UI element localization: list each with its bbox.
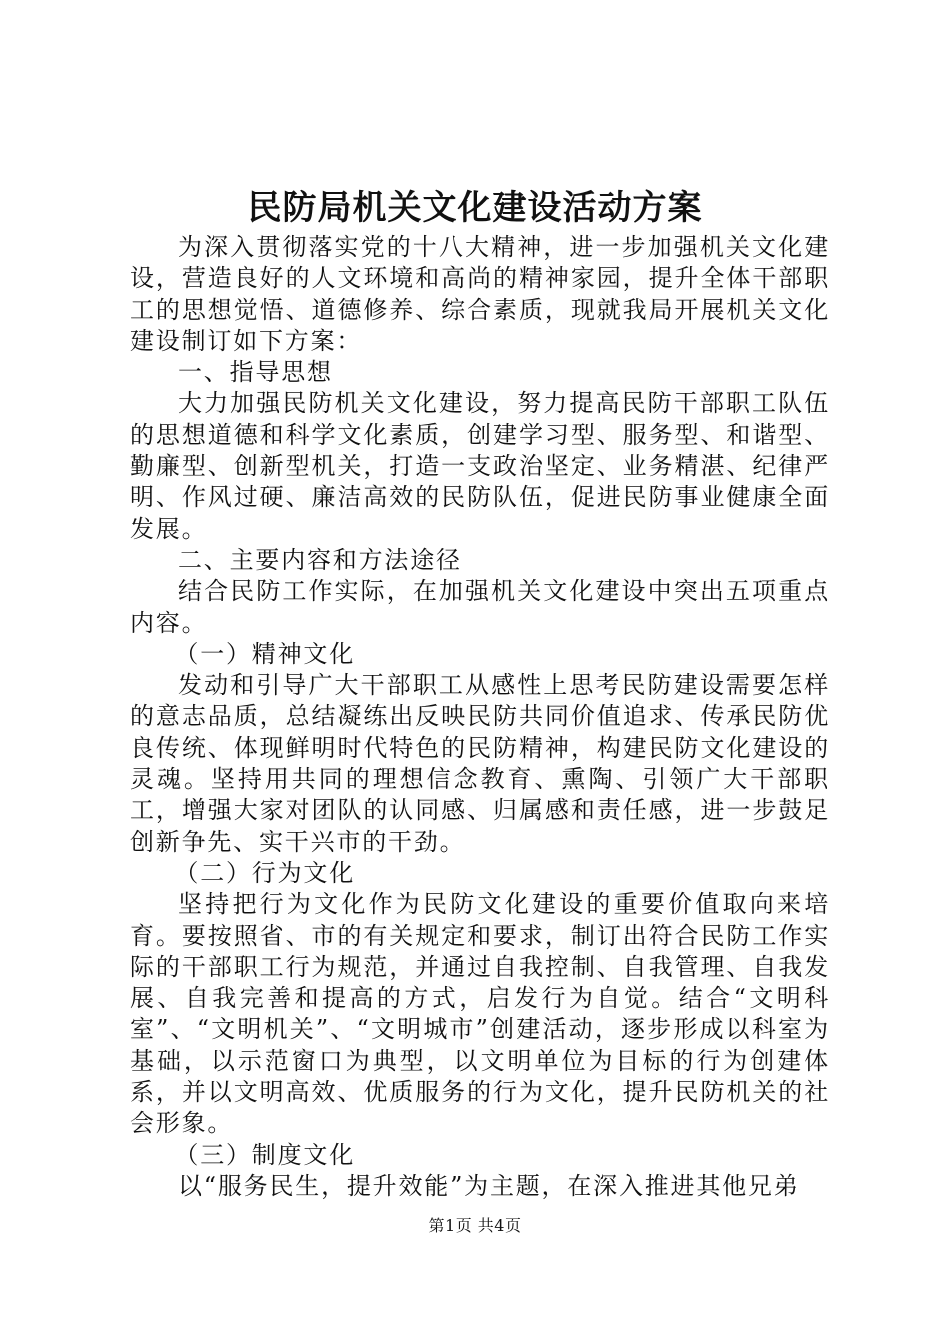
subsection-heading-behavior-culture: （二）行为文化 [174,858,355,887]
page-title: 民防局机关文化建设活动方案 [247,188,703,228]
paragraph-system-culture: 以“服务民生，提升效能”为主题，在深入推进其他兄弟 [178,1171,800,1200]
paragraph-intro: 为深入贯彻落实党的十八大精神，进一步加强机关文化建设，营造良好的人文环境和高尚的精神家园，提升全体干部职工的思想觉悟、道德修养、综合素质，现就我局开展机关文化建设制订如下方案： [130,233,830,355]
section-heading-guiding-ideology: 一、指导思想 [178,358,333,387]
paragraph-main-content: 结合民防工作实际，在加强机关文化建设中突出五项重点内容。 [130,577,830,637]
subsection-heading-spiritual-culture: （一）精神文化 [174,639,355,668]
document-body [130,232,830,1202]
subsection-heading-system-culture: （三）制度文化 [174,1140,355,1169]
paragraph-spiritual-culture: 发动和引导广大干部职工从感性上思考民防建设需要怎样的意志品质，总结凝练出反映民防共同价值追求、传承民防优良传统、体现鲜明时代特色的民防精神，构建民防文化建设的灵魂。坚持用共同的理想信念教育、熏陶、引领广大干部职工，增强大家对团队的认同感、归属感和责任感，进一步鼓足创新争先、实干兴市的干劲。 [130,671,830,856]
paragraph-guiding-ideology: 大力加强民防机关文化建设，努力提高民防干部职工队伍的思想道德和科学文化素质，创建学习型、服务型、和谐型、勤廉型、创新型机关，打造一支政治坚定、业务精湛、纪律严明、作风过硬、廉洁高效的民防队伍，促进民防事业健康全面发展。 [130,389,830,543]
section-heading-main-content: 二、主要内容和方法途径 [178,545,462,574]
page-footer: 第1页 共4页 [428,1216,522,1235]
paragraph-behavior-culture: 坚持把行为文化作为民防文化建设的重要价值取向来培育。要按照省、市的有关规定和要求，制订出符合民防工作实际的干部职工行为规范，并通过自我控制、自我管理、自我发展、自我完善和提高的方式，启发行为自觉。结合“文明科室”、“文明机关”、“文明城市”创建活动，逐步形成以科室为基础，以示范窗口为典型，以文明单位为目标的行为创建体系，并以文明高效、优质服务的行为文化，提升民防机关的社会形象。 [130,890,830,1138]
